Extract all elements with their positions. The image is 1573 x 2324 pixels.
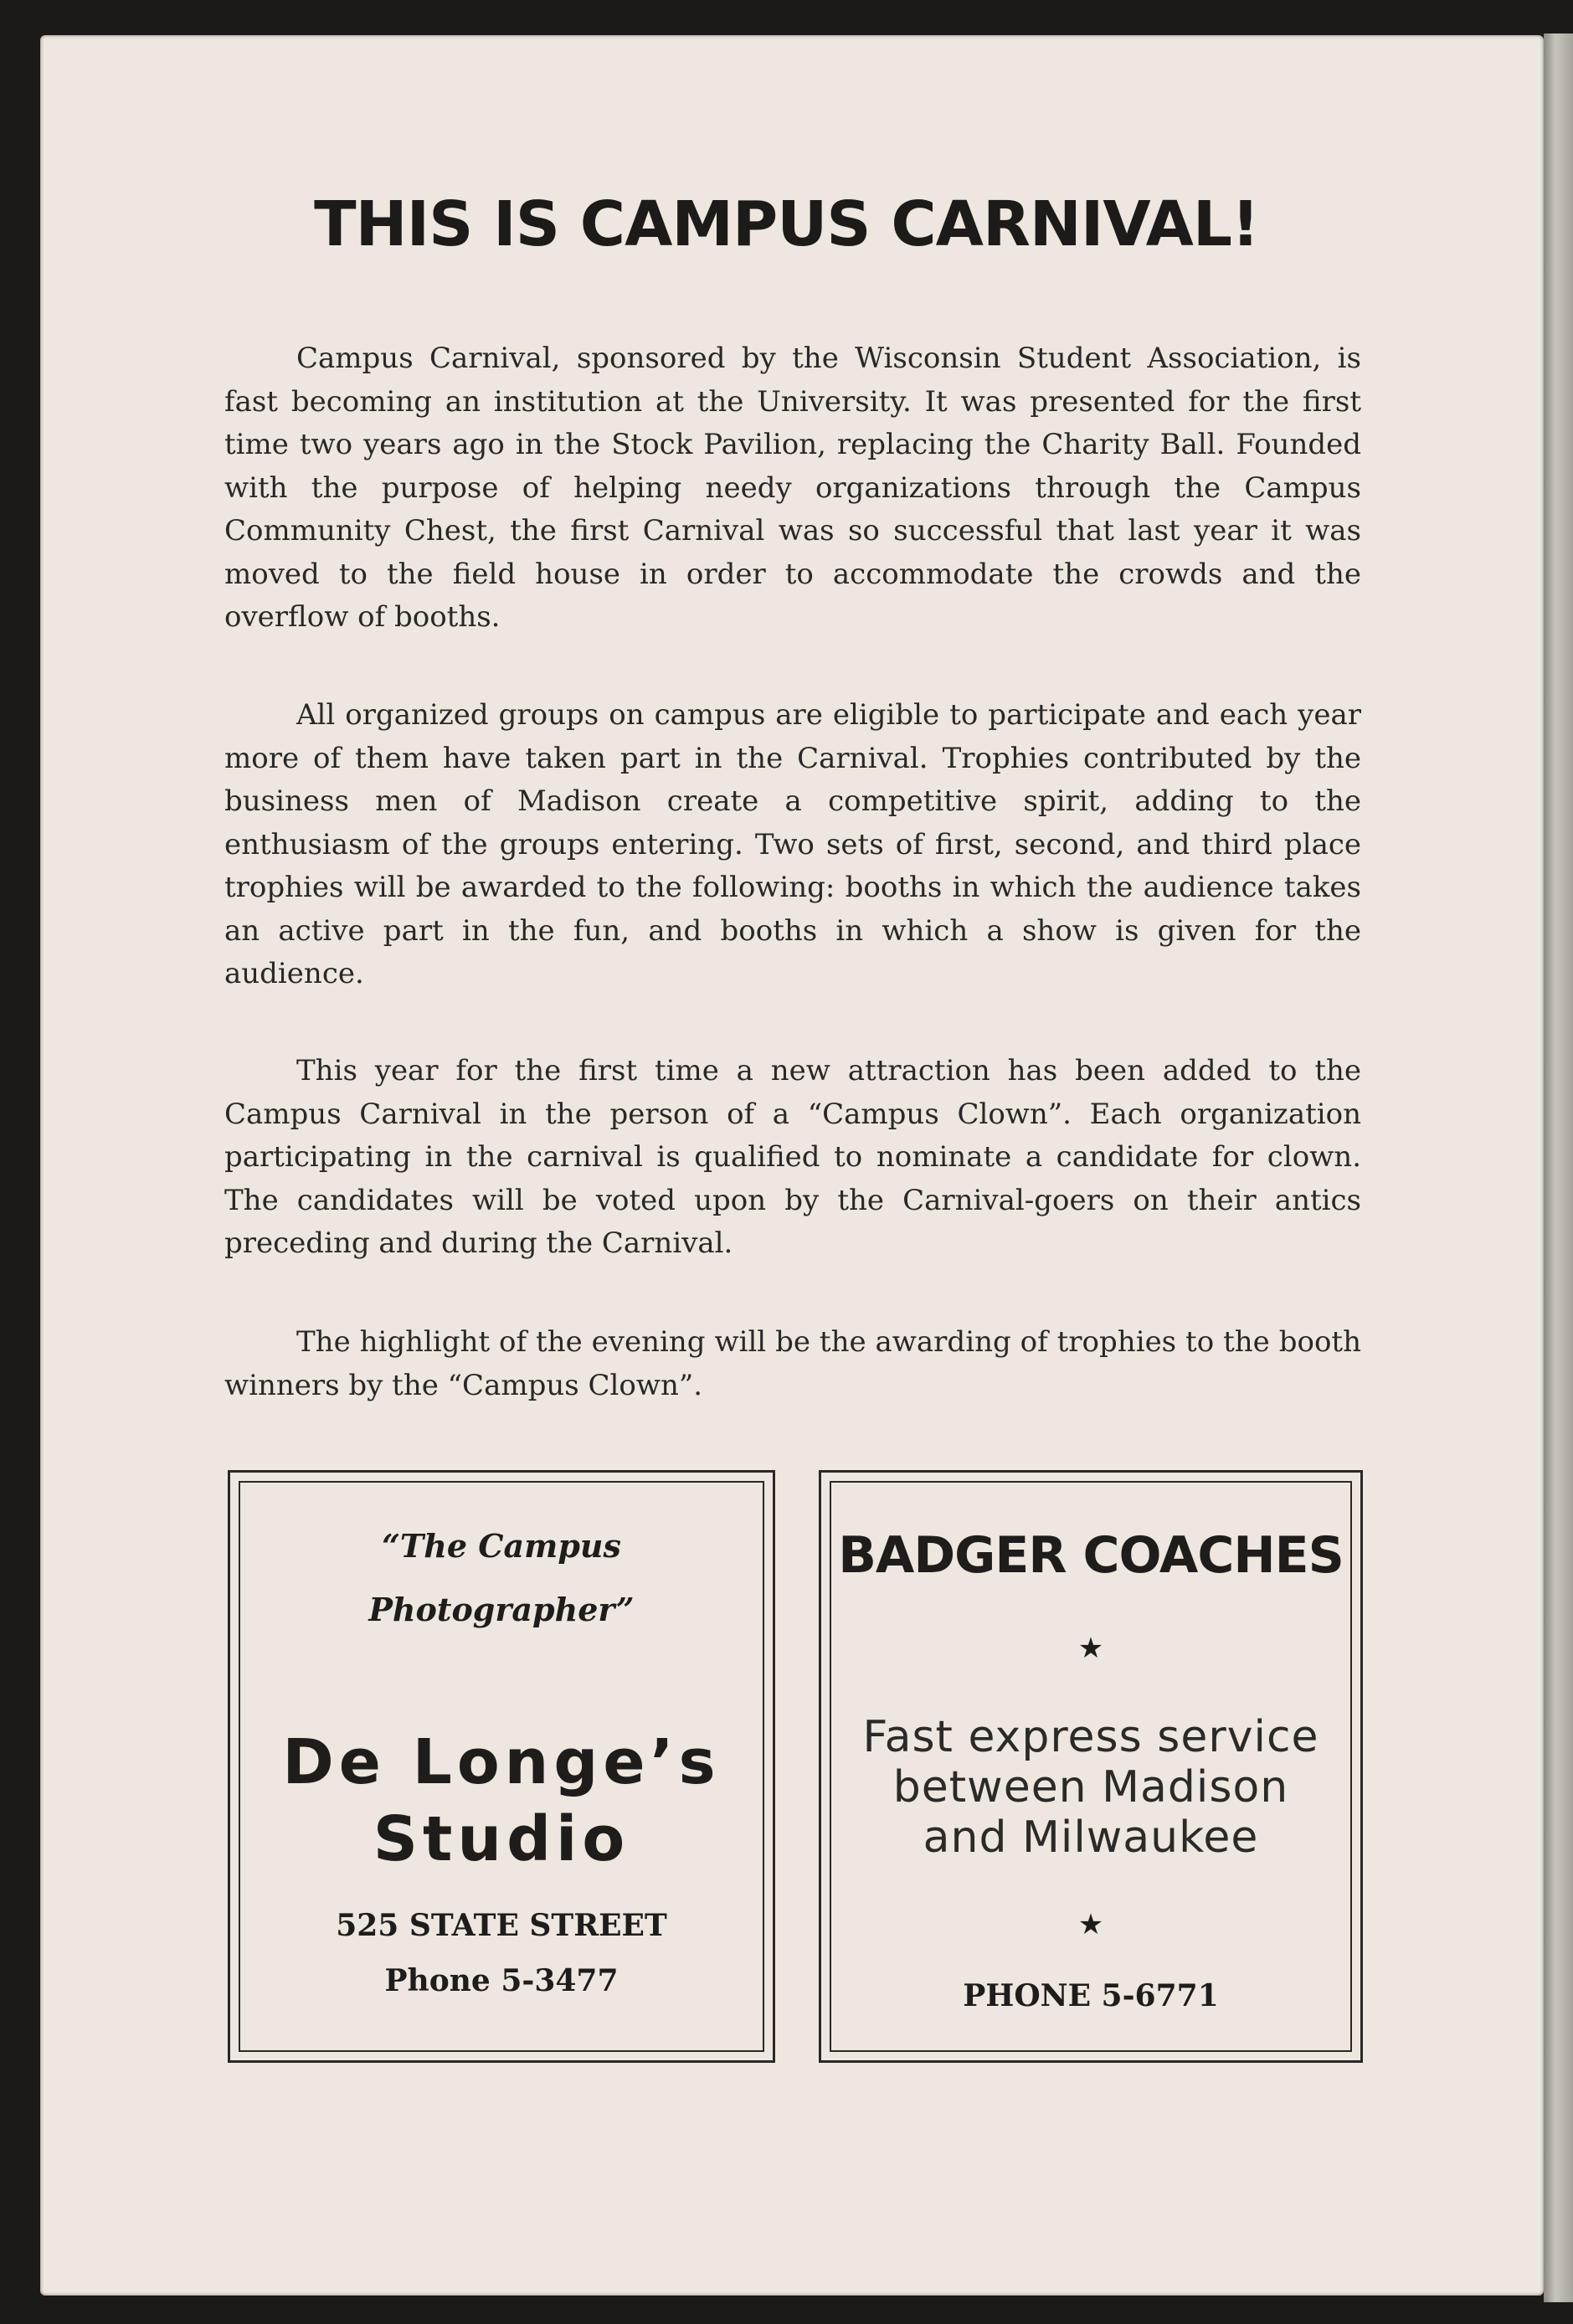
paragraph-1: Campus Carnival, sponsored by the Wisconsin Student Association, is fast becoming an institution at the University. It was presented for the first time two years ago in the Stock Pavilion, replacing the Charity Ball. Founded with the purpose of helping needy organizations through the Campus Community Chest, the first Carnival was so successful that last year it was moved to the field house in order to accommodate the crowds and the overflow of booths. (224, 342, 1361, 634)
ad-tagline-line2: Photographer” (368, 1591, 635, 1628)
star-icon: ★ (1077, 1632, 1104, 1665)
paragraph-3: This year for the first time a new attraction has been added to the Campus Carnival in the person of a “Campus Clown”. Each organization participating in the carnival is qualified to nominate a candidate for clown. The candidates will be voted upon by the Carnival-goers on their antics preceding and during the Carnival. (224, 1054, 1361, 1260)
star-icon: ★ (1077, 1908, 1104, 1941)
studio-phone: Phone 5-3477 (384, 1963, 619, 1998)
service-line1: Fast express service (862, 1712, 1319, 1762)
service-line3: and Milwaukee (923, 1812, 1259, 1863)
coaches-phone: PHONE 5-6771 (963, 1978, 1219, 2013)
badger-coaches-ad (819, 1470, 1363, 2063)
page-edge (1544, 33, 1573, 2302)
paragraph-2: All organized groups on campus are eligible to participate and each year more of them have taken part in the Carnival. Trophies contributed by the business men of Madison create a competitive spirit, adding to the enthusiasm of the groups entering. Two sets of first, second, and third place trophies will be awarded to the following: booths in which the audience takes an active part in the fun, and booths in which a show is given for the audience. (224, 698, 1361, 990)
coaches-name: BADGER COACHES (838, 1526, 1344, 1585)
studio-name-line1: De Longe’s (282, 1726, 721, 1798)
ad-tagline-line1: “The Campus (382, 1527, 621, 1565)
photographer-ad (228, 1470, 775, 2063)
service-line2: between Madison (892, 1762, 1289, 1812)
page-title: THIS IS CAMPUS CARNIVAL! (314, 188, 1259, 260)
paragraph-4: The highlight of the evening will be the awarding of trophies to the booth winners by the “Campus Clown”. (224, 1325, 1361, 1402)
studio-name-line2: Studio (373, 1803, 630, 1875)
studio-address: 525 STATE STREET (336, 1908, 667, 1943)
